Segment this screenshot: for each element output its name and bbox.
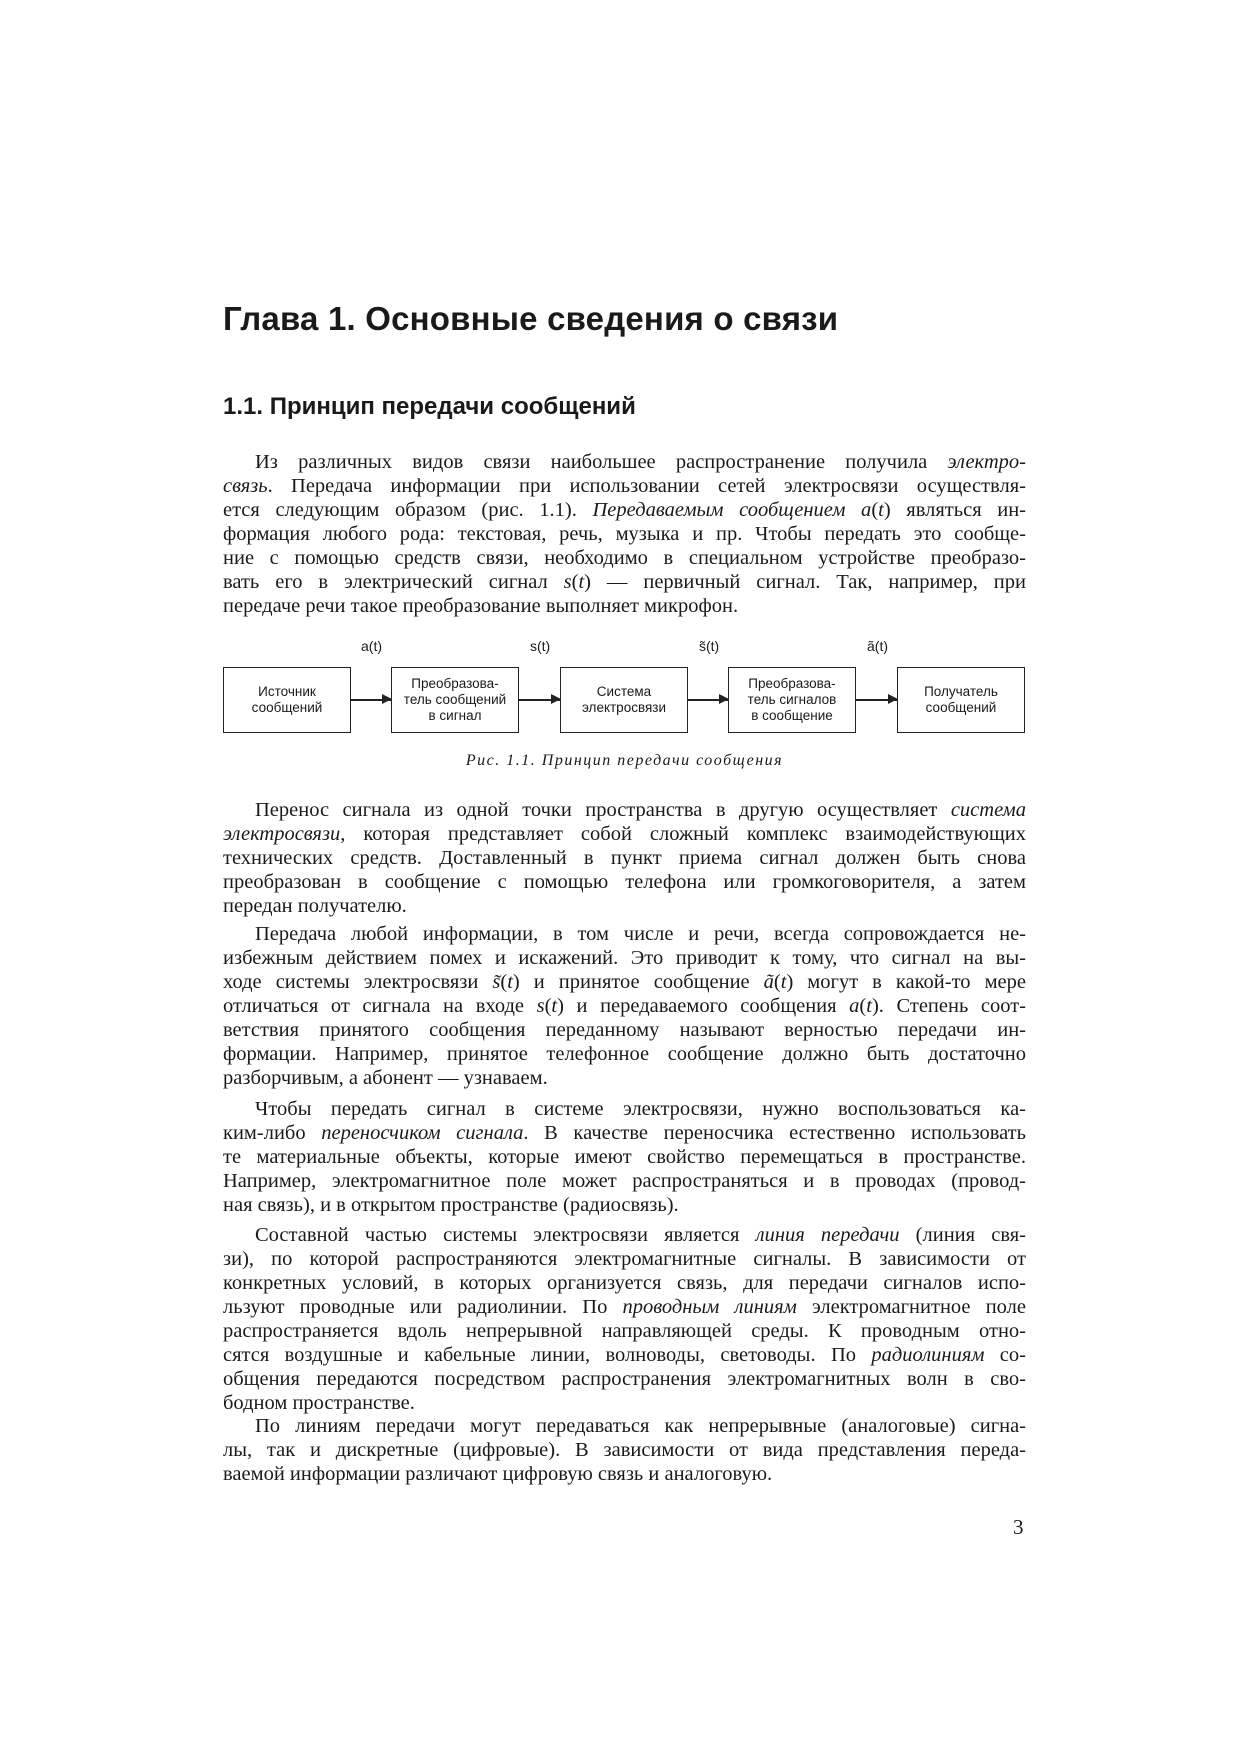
- italic-term: t: [578, 571, 585, 593]
- arrow-icon: [351, 699, 391, 701]
- text-line: [223, 1295, 1026, 1319]
- text-line: [223, 522, 1026, 546]
- italic-term: проводным линиям: [622, 1296, 797, 1318]
- text-line: [223, 894, 1026, 918]
- text-run: зи), по которой распространяются электромагнитные сигналы. В зависимости от: [223, 1248, 1026, 1270]
- diagram-block-receiver: [897, 667, 1025, 733]
- italic-term: t: [878, 499, 884, 521]
- text-line: [223, 1018, 1026, 1042]
- text-run: Чтобы передать сигнал в системе электросвязи, нужно воспользоваться ка-: [255, 1098, 1026, 1120]
- text-run: избежным действием помех и искажений. Это приводит к тому, что сигнал на вы-: [223, 947, 1026, 969]
- text-run: бодном пространстве.: [223, 1392, 415, 1414]
- block-label: Система электросвязи: [581, 684, 667, 715]
- italic-term: s̃: [492, 971, 501, 993]
- text-line: [223, 1391, 1026, 1415]
- text-line: [223, 870, 1026, 894]
- text-line: [223, 822, 1026, 846]
- paragraph-5: [223, 1223, 1026, 1415]
- text-line: [223, 474, 1026, 498]
- text-line: [223, 570, 1026, 594]
- italic-term: Передаваемым сообщением a: [592, 499, 872, 521]
- text-line: [223, 1097, 1026, 1121]
- text-line: [223, 1343, 1026, 1367]
- text-run: сятся воздушные и кабельные линии, волноводы, световоды. По: [223, 1344, 872, 1366]
- text-line: [223, 546, 1026, 570]
- text-run: отличаться от сигнала на входе: [223, 995, 537, 1017]
- italic-term: система: [950, 799, 1026, 821]
- page-number: 3: [1013, 1515, 1024, 1539]
- italic-term: линия передачи: [755, 1224, 900, 1246]
- text-line: [223, 1121, 1026, 1145]
- italic-term: связь: [223, 475, 268, 497]
- text-run: ная связь), и в открытом пространстве (радиосвязь).: [223, 1194, 679, 1216]
- text-run: (: [500, 971, 508, 993]
- text-run: ходе системы электросвязи: [223, 971, 493, 993]
- text-line: [223, 970, 1026, 994]
- text-run: со-: [984, 1344, 1026, 1366]
- block-diagram: [223, 638, 1026, 743]
- text-line: [223, 1066, 1026, 1090]
- text-run: ваемой информации различают цифровую связь и аналоговую.: [223, 1463, 773, 1485]
- italic-term: t: [866, 995, 872, 1017]
- text-run: те материальные объекты, которые имеют свойство перемещаться в пространстве.: [223, 1146, 1026, 1168]
- text-line: [223, 450, 1026, 474]
- text-run: ется следующим образом (рис. 1.1).: [223, 499, 593, 521]
- text-run: разборчивым, а абонент — узнаваем.: [223, 1067, 548, 1089]
- block-label: Источник сообщений: [251, 684, 323, 715]
- italic-term: s: [563, 571, 572, 593]
- text-line: [223, 1438, 1026, 1462]
- paragraph-1: [223, 450, 1026, 618]
- paragraph-4: [223, 1097, 1026, 1217]
- text-run: , которая представляет собой сложный комплекс взаимодействующих: [340, 823, 1026, 845]
- text-run: Передача любой информации, в том числе и речи, всегда сопровождается не-: [255, 923, 1026, 945]
- section-title: 1.1. Принцип передачи сообщений: [223, 393, 636, 420]
- text-run: преобразован в сообщение с помощью телефона или громкоговорителя, а затем: [223, 871, 1026, 893]
- arrow-icon: [856, 699, 897, 701]
- text-line: [223, 846, 1026, 870]
- text-run: ) и принятое сообщение: [512, 971, 764, 993]
- signal-label: ã(t): [867, 638, 888, 654]
- italic-term: переносчиком сигнала: [321, 1122, 524, 1144]
- diagram-block-system: [560, 667, 688, 733]
- chapter-title: Глава 1. Основные сведения о связи: [223, 300, 839, 337]
- paragraph-3: [223, 922, 1026, 1090]
- text-run: (: [773, 971, 781, 993]
- italic-term: s: [536, 995, 545, 1017]
- text-line: [223, 1193, 1026, 1217]
- block-label: Преобразова- тель сообщений в сигнал: [403, 676, 507, 723]
- text-run: передан получателю.: [223, 895, 407, 917]
- text-line: [223, 594, 1026, 618]
- text-run: (: [871, 499, 879, 521]
- text-run: ). Степень соот-: [871, 995, 1026, 1017]
- text-line: [223, 994, 1026, 1018]
- text-run: Например, электромагнитное поле может распространяться и в проводах (провод-: [223, 1170, 1026, 1192]
- text-line: [223, 1169, 1026, 1193]
- text-run: Из различных видов связи наибольшее распространение получила: [255, 451, 948, 473]
- arrow-icon: [688, 699, 728, 701]
- text-run: ветствия принятого сообщения переданному называют верностью передачи ин-: [223, 1019, 1026, 1041]
- text-run: ) и передаваемого сообщения: [557, 995, 850, 1017]
- italic-term: a: [849, 995, 860, 1017]
- signal-label: s̃(t): [699, 638, 720, 654]
- text-run: (: [544, 995, 552, 1017]
- text-run: . Передача информации при использовании сетей электросвязи осуществля-: [267, 475, 1026, 497]
- text-run: лы, так и дискретные (цифровые). В зависимости от вида представления переда-: [223, 1439, 1026, 1461]
- text-line: [223, 498, 1026, 522]
- italic-term: t: [551, 995, 558, 1017]
- text-run: Перенос сигнала из одной точки пространства в другую осуществляет: [255, 799, 951, 821]
- arrow-icon: [519, 699, 560, 701]
- text-run: ние с помощью средств связи, необходимо в специальном устройстве преобразо-: [223, 547, 1026, 569]
- text-run: (: [571, 571, 579, 593]
- text-line: [223, 798, 1026, 822]
- text-run: формации. Например, принятое телефонное сообщение должно быть достаточно: [223, 1043, 1026, 1065]
- block-label: Получатель сообщений: [924, 684, 998, 715]
- text-run: Составной частью системы электросвязи является: [255, 1224, 756, 1246]
- italic-term: ã: [763, 971, 774, 993]
- text-run: (линия свя-: [899, 1224, 1026, 1246]
- diagram-block-decoder: [728, 667, 856, 733]
- text-run: вать его в электрический сигнал: [223, 571, 564, 593]
- text-run: ким-либо: [223, 1122, 322, 1144]
- text-line: [223, 1319, 1026, 1343]
- text-line: [223, 1247, 1026, 1271]
- text-run: льзуют проводные или радиолинии. По: [223, 1296, 623, 1318]
- text-line: [223, 1367, 1026, 1391]
- text-line: [223, 1042, 1026, 1066]
- block-label: Преобразова- тель сигналов в сообщение: [747, 676, 837, 723]
- diagram-block-source: [223, 667, 351, 733]
- text-line: [223, 1462, 1026, 1486]
- text-run: . В качестве переносчика естественно использовать: [523, 1122, 1026, 1144]
- text-line: [223, 922, 1026, 946]
- text-run: ) могут в какой-то мере: [786, 971, 1026, 993]
- text-run: По линиям передачи могут передаваться как непрерывные (аналоговые) сигна-: [255, 1415, 1026, 1437]
- paragraph-6: [223, 1414, 1026, 1486]
- text-run: технических средств. Доставленный в пункт приема сигнал должен быть снова: [223, 847, 1026, 869]
- signal-label: a(t): [361, 638, 382, 654]
- text-run: формация любого рода: текстовая, речь, музыка и пр. Чтобы передать это сообще-: [223, 523, 1026, 545]
- italic-term: радиолиниям: [871, 1344, 985, 1366]
- text-run: (: [859, 995, 867, 1017]
- text-run: общения передаются посредством распространения электромагнитных волн в сво-: [223, 1368, 1026, 1390]
- italic-term: t: [780, 971, 787, 993]
- text-run: ) — первичный сигнал. Так, например, при: [584, 571, 1026, 593]
- text-line: [223, 1271, 1026, 1295]
- text-run: распространяется вдоль непрерывной направляющей среды. К проводным отно-: [223, 1320, 1026, 1342]
- italic-term: электросвязи: [223, 823, 341, 845]
- italic-term: t: [507, 971, 513, 993]
- text-run: конкретных условий, в которых организуется связь, для передачи сигналов испо-: [223, 1272, 1026, 1294]
- text-run: ) являться ин-: [883, 499, 1027, 521]
- text-run: электромагнитное поле: [796, 1296, 1026, 1318]
- diagram-block-encoder: [391, 667, 519, 733]
- text-line: [223, 1414, 1026, 1438]
- text-line: [223, 1223, 1026, 1247]
- text-run: передаче речи такое преобразование выполняет микрофон.: [223, 595, 739, 617]
- figure-caption: Рис. 1.1. Принцип передачи сообщения: [465, 752, 784, 769]
- italic-term: электро-: [947, 451, 1026, 473]
- text-line: [223, 1145, 1026, 1169]
- signal-label: s(t): [530, 638, 551, 654]
- paragraph-2: [223, 798, 1026, 918]
- text-line: [223, 946, 1026, 970]
